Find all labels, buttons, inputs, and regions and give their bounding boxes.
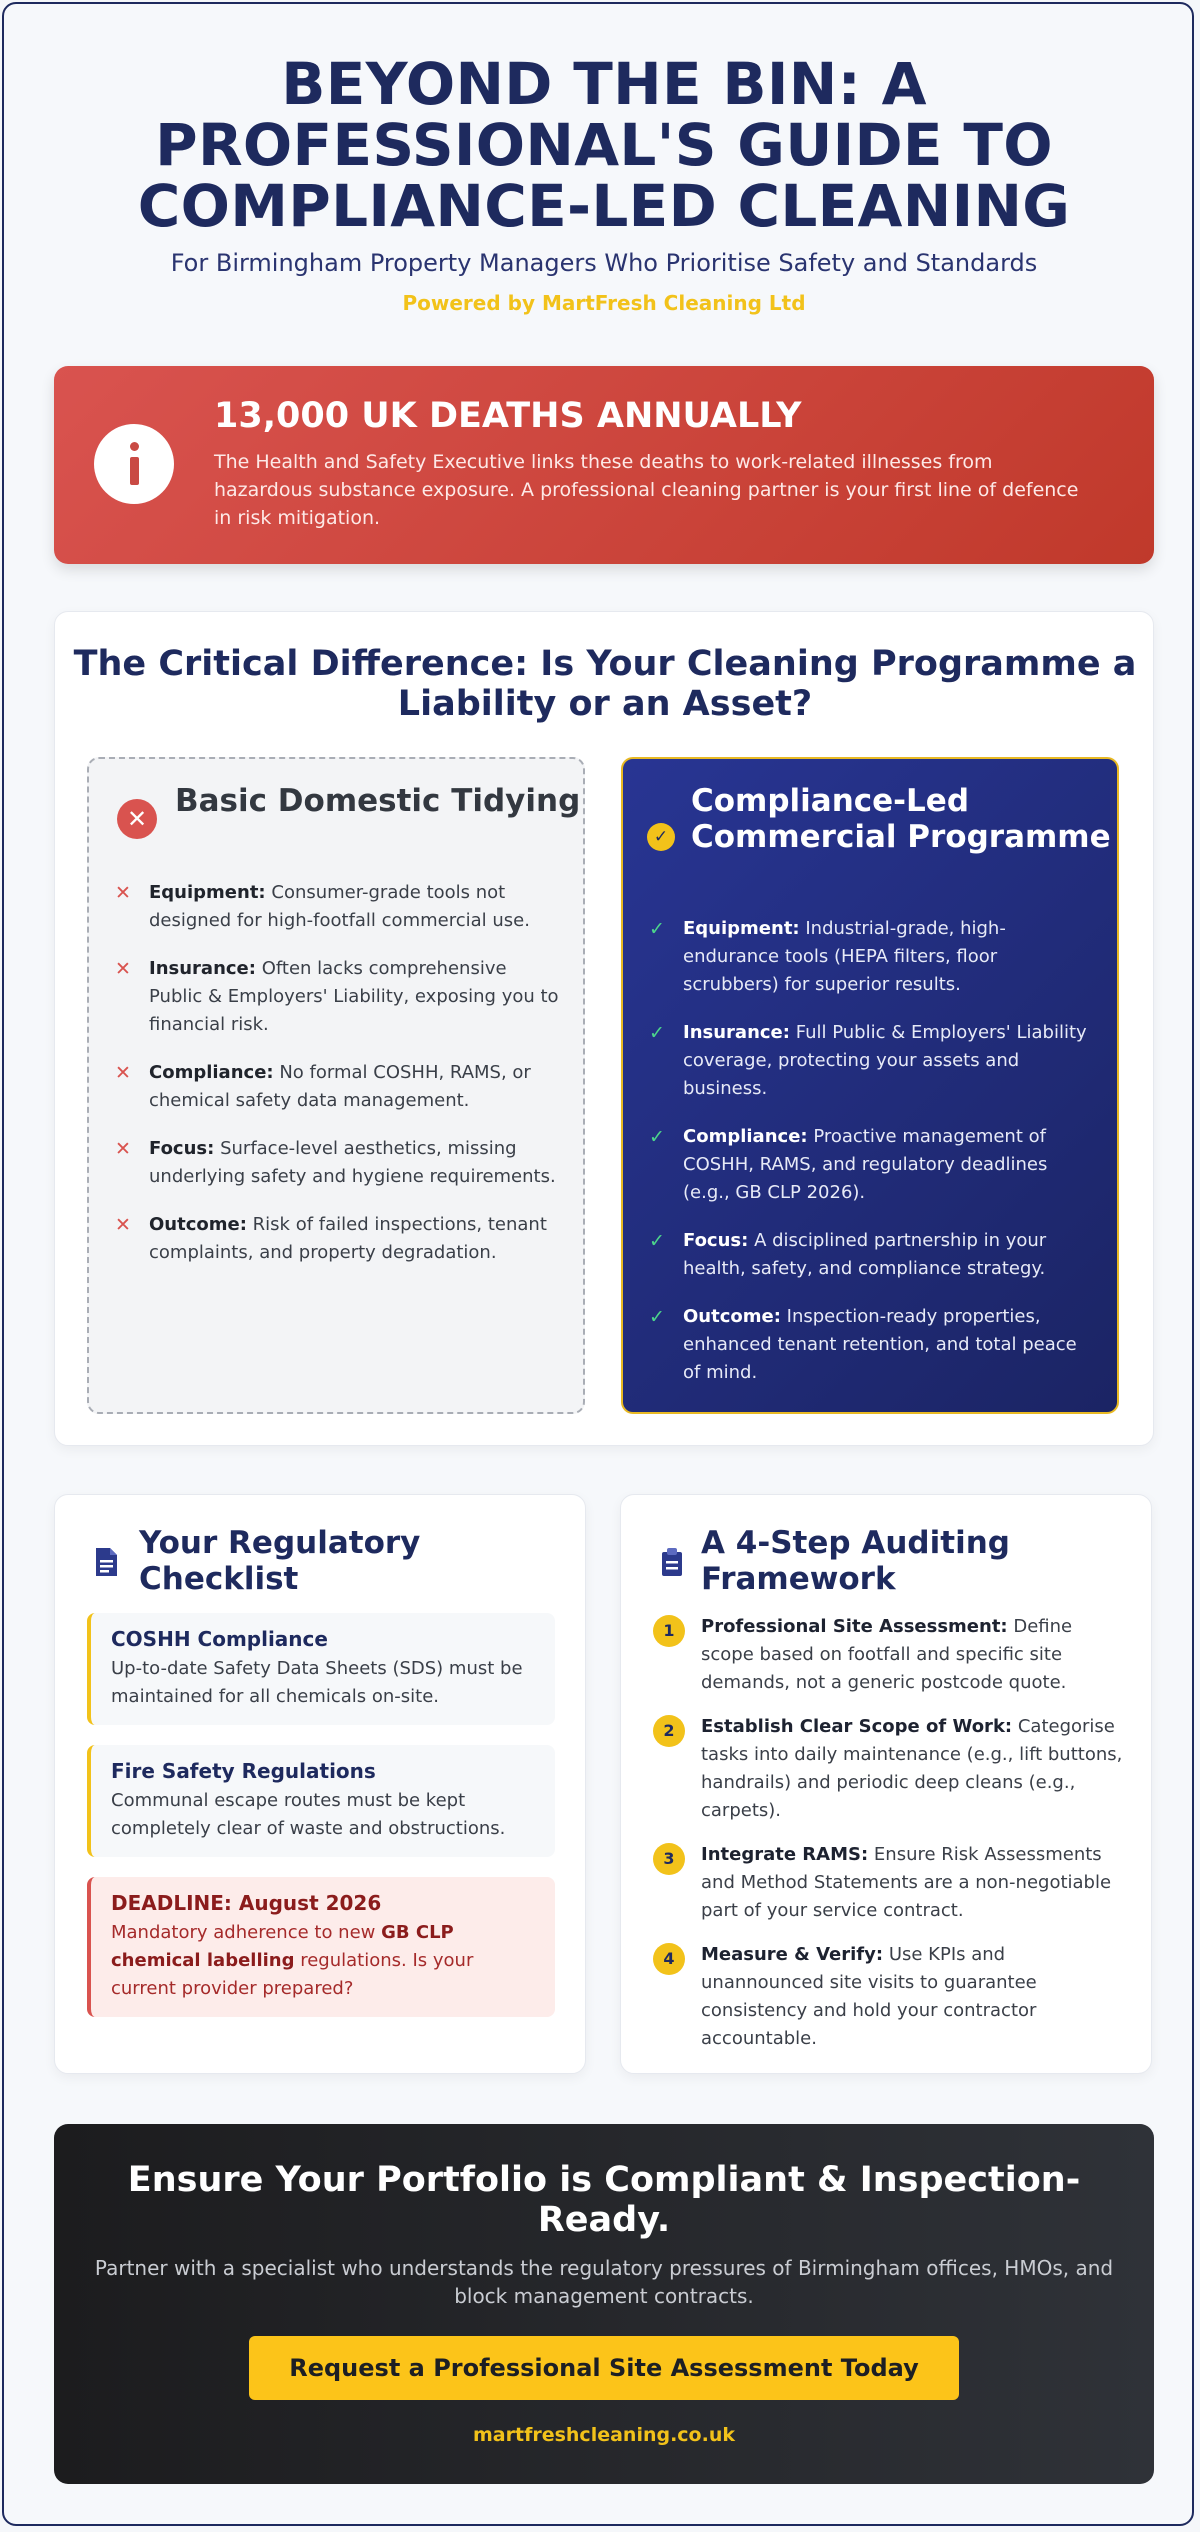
- framework-step: 3 Integrate RAMS: Ensure Risk Assessments and Method Statements are a non-negotiable part of your service contract.: [651, 1841, 1129, 1925]
- check-icon: ✓: [649, 1230, 665, 1252]
- page-title: BEYOND THE BIN: A PROFESSIONAL'S GUIDE TO COMPLIANCE-LED CLEANING: [137, 50, 1071, 240]
- powered-by: Powered by MartFresh Cleaning Ltd: [402, 291, 806, 315]
- basic-item: ✕ Outcome: Risk of failed inspections, tenant complaints, and property degradation.: [115, 1211, 559, 1267]
- cross-icon: ✕: [115, 1214, 131, 1236]
- cross-icon: ✕: [115, 1138, 131, 1160]
- framework-step: 2 Establish Clear Scope of Work: Categorise tasks into daily maintenance (e.g., lift buttons, handrails) and periodic deep cleans (e.g., carpets).: [651, 1713, 1129, 1825]
- cta-title: Ensure Your Portfolio is Compliant & Inspection-Ready.: [127, 2160, 1081, 2240]
- cta-text: Partner with a specialist who understands the regulatory pressures of Birmingham offices, HMOs, and block management contracts.: [94, 2256, 1114, 2308]
- request-assessment-button[interactable]: Request a Professional Site Assessment Today: [249, 2336, 959, 2400]
- basic-item: ✕ Insurance: Often lacks comprehensive Public & Employers' Liability, exposing you to financial risk.: [115, 955, 559, 1039]
- alert-text: The Health and Safety Executive links these deaths to work-related illnesses from hazardous substance exposure. A professional cleaning partner is your first line of defence in risk mitigation.: [214, 451, 1079, 529]
- pro-item: ✓ Focus: A disciplined partnership in your health, safety, and compliance strategy.: [649, 1227, 1093, 1283]
- critical-difference-section: [54, 611, 1154, 1446]
- basic-tidying-column: [87, 757, 585, 1414]
- check-icon: ✓: [649, 1306, 665, 1328]
- pro-column-title: Compliance-Led Commercial Programme: [691, 783, 1111, 855]
- content-wrapper: [54, 4, 1154, 2446]
- cross-icon: ✕: [115, 958, 131, 980]
- check-icon: ✓: [649, 1022, 665, 1044]
- pro-item: ✓ Equipment: Industrial-grade, high-endurance tools (HEPA filters, floor scrubbers) for superior results.: [649, 915, 1093, 999]
- pro-item: ✓ Insurance: Full Public & Employers' Liability coverage, protecting your assets and business.: [649, 1019, 1093, 1103]
- alert-title: 13,000 UK DEATHS ANNUALLY: [214, 396, 802, 436]
- checklist-title: Your Regulatory Checklist: [139, 1525, 421, 1597]
- framework-step: 1 Professional Site Assessment: Define scope based on footfall and specific site demands, not a generic postcode quote.: [651, 1613, 1129, 1697]
- checklist-item-coshh: COSHH Compliance Up-to-date Safety Data Sheets (SDS) must be maintained for all chemicals on-site.: [87, 1613, 555, 1725]
- deadline-alert: DEADLINE: August 2026 Mandatory adherence to new GB CLP chemical labelling regulations. Is your current provider prepared?: [87, 1877, 555, 2017]
- document-icon: [89, 1545, 123, 1579]
- page-subtitle: For Birmingham Property Managers Who Prioritise Safety and Standards: [170, 249, 1038, 277]
- check-circle-icon: ✓: [647, 823, 675, 851]
- cross-icon: ✕: [115, 1062, 131, 1084]
- difference-title: The Critical Difference: Is Your Cleaning Programme a Liability or an Asset?: [73, 644, 1137, 724]
- compliance-programme-column: [621, 757, 1119, 1414]
- pro-item: ✓ Compliance: Proactive management of COSHH, RAMS, and regulatory deadlines (e.g., GB CLP 2026).: [649, 1123, 1093, 1207]
- website-link[interactable]: martfreshcleaning.co.uk: [473, 2424, 735, 2446]
- deaths-alert-banner: [54, 366, 1154, 564]
- basic-item: ✕ Equipment: Consumer-grade tools not designed for high-footfall commercial use.: [115, 879, 559, 935]
- cta-section: [54, 2124, 1154, 2484]
- basic-item: ✕ Focus: Surface-level aesthetics, missing underlying safety and hygiene requirements.: [115, 1135, 559, 1191]
- framework-title: A 4-Step Auditing Framework: [701, 1525, 1010, 1597]
- check-icon: ✓: [649, 918, 665, 940]
- cross-icon: ✕: [115, 882, 131, 904]
- pro-item: ✓ Outcome: Inspection-ready properties, enhanced tenant retention, and total peace of mind.: [649, 1303, 1093, 1387]
- clipboard-icon: [655, 1545, 689, 1579]
- checklist-item-fire-safety: Fire Safety Regulations Communal escape routes must be kept completely clear of waste and obstructions.: [87, 1745, 555, 1857]
- info-icon: [94, 424, 174, 504]
- check-icon: ✓: [649, 1126, 665, 1148]
- page-frame: [2, 2, 1194, 2526]
- auditing-framework-card: [620, 1494, 1152, 2074]
- regulatory-checklist-card: [54, 1494, 586, 2074]
- framework-step: 4 Measure & Verify: Use KPIs and unannounced site visits to guarantee consistency and hold your contractor accountable.: [651, 1941, 1129, 2053]
- basic-item: ✕ Compliance: No formal COSHH, RAMS, or chemical safety data management.: [115, 1059, 559, 1115]
- basic-column-title: Basic Domestic Tidying: [175, 783, 581, 819]
- x-circle-icon: ✕: [117, 799, 157, 839]
